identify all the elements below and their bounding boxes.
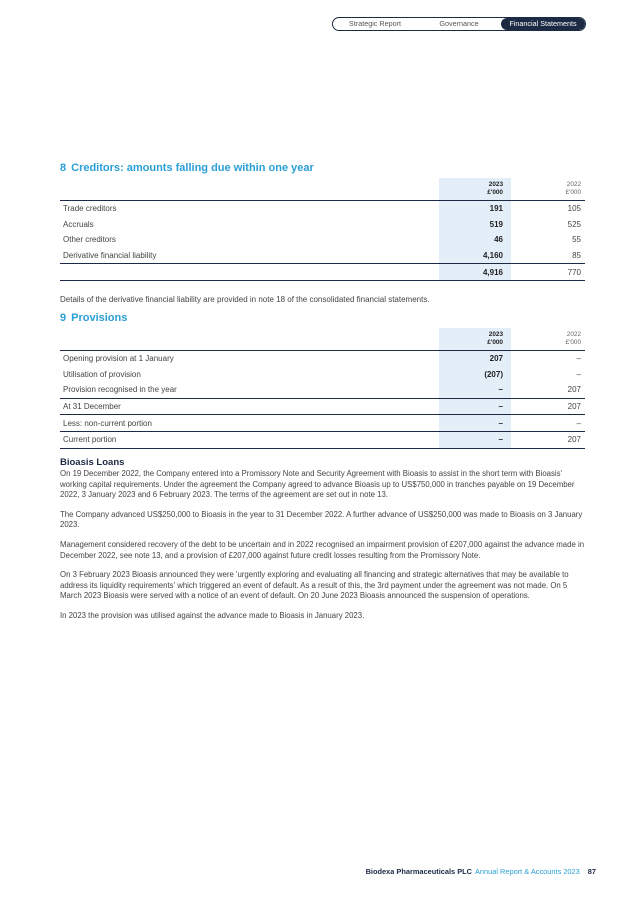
tab-financial-statements[interactable]: Financial Statements xyxy=(501,18,585,30)
provisions-table xyxy=(60,328,585,449)
col-2022-header: 2022 £'000 xyxy=(565,331,581,346)
table-row: At 31 December – 207 xyxy=(60,398,585,415)
table-row: Opening provision at 1 January 207 – xyxy=(60,351,585,367)
creditors-header-row xyxy=(60,178,585,201)
provisions-title: Provisions xyxy=(71,312,128,324)
col-2023-header: 2023 £'000 xyxy=(439,328,511,351)
col-2022-header: 2022 £'000 xyxy=(565,181,581,196)
table-row: Current portion – 207 xyxy=(60,431,585,448)
bioasis-paragraph-4: On 3 February 2023 Bioasis announced they were 'urgently exploring and evaluating all financing and strategic alternatives that may be available to address its liquidity requirements' which triggered an event of default. As a result of this, the 3rd payment under the agreement was not made. On 5 March 2023 Bioasis were served with a notice of an event of default. On 20 June 2023 Bioasis announced the suspension of operations. xyxy=(60,570,569,601)
footer-company: Biodexa Pharmaceuticals PLC xyxy=(365,867,472,876)
creditors-table xyxy=(60,178,585,281)
creditors-title: Creditors: amounts falling due within one year xyxy=(71,162,314,174)
footer-report: Annual Report & Accounts 2023 xyxy=(474,867,580,876)
tab-governance[interactable]: Governance xyxy=(439,19,479,28)
table-row: Trade creditors 191 105 xyxy=(60,201,585,217)
bioasis-paragraph-1: On 19 December 2022, the Company entered into a Promissory Note and Security Agreement with Bioasis to assist in the short term with Bioasis' working capital requirements. Under the agreement the Company agreed to advance Bioasis up to US$750,000 in tranches payable on 19 December 2022, 3 January 2023 and 6 February 2023. The terms of the agreement are set out in note 13. xyxy=(60,469,575,500)
creditors-total-row: 4,916 770 xyxy=(60,264,585,281)
provisions-header-row xyxy=(60,328,585,351)
creditors-number: 8 xyxy=(60,162,67,174)
provisions-number: 9 xyxy=(60,312,67,324)
table-row: Less: non-current portion – – xyxy=(60,415,585,432)
bioasis-paragraph-3: Management considered recovery of the debt to be uncertain and in 2022 recognised an impairment provision of £207,000 against the advance made in December 2022, see note 13, and a provision of £207,000 against future credit losses resulting from the Promissory Note. xyxy=(60,539,585,560)
bioasis-heading: Bioasis Loans xyxy=(60,457,125,468)
tab-strategic-report[interactable]: Strategic Report xyxy=(349,19,401,28)
table-row: Provision recognised in the year – 207 xyxy=(60,382,585,398)
bioasis-paragraph-2: The Company advanced US$250,000 to Bioasis in the year to 31 December 2022. A further advance of US$250,000 was made to Bioasis on 3 January 2023. xyxy=(60,509,583,530)
bioasis-section xyxy=(60,457,585,631)
creditors-note: Details of the derivative financial liability are provided in note 18 of the consolidated financial statements. xyxy=(60,294,430,304)
page-number: 87 xyxy=(587,867,596,876)
table-row: Other creditors 46 55 xyxy=(60,232,585,248)
page-footer xyxy=(366,867,596,876)
col-2023-header: 2023 £'000 xyxy=(439,178,511,201)
table-row: Utilisation of provision (207) – xyxy=(60,367,585,383)
creditors-section xyxy=(60,162,585,304)
provisions-section xyxy=(60,312,585,449)
section-nav xyxy=(332,17,586,31)
table-row: Accruals 519 525 xyxy=(60,217,585,233)
creditors-heading xyxy=(60,162,585,174)
table-row: Derivative financial liability 4,160 85 xyxy=(60,248,585,264)
provisions-heading xyxy=(60,312,585,324)
bioasis-paragraph-5: In 2023 the provision was utilised against the advance made to Bioasis in January 2023. xyxy=(60,610,365,620)
